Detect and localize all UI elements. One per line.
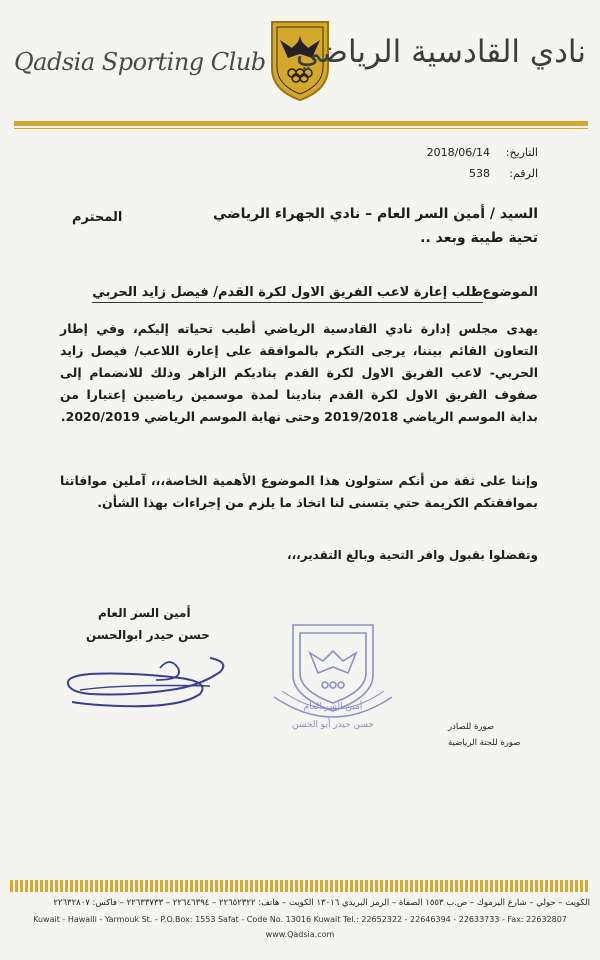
footer-address-arabic: الكويت – حولي – شارع اليرموك – ص.ب ١٥٥٣ الصفاة – الرمز البريدي ١٣٠١٦ الكويت – هاتف: ٢٢٦٥٢٣٢٢ – ٢٢٦٤٦٣٩٤ – ٢٢٦٣٣٧٣٣ – فاكس: ٢٢٦٣٢٨٠٧ — [53, 898, 590, 908]
footer-pattern-band — [10, 880, 590, 892]
club-name-english: Qadsia Sporting Club — [14, 48, 266, 76]
footer-website: www.Qadsia.com — [265, 930, 335, 939]
date-label: التاريخ: — [505, 146, 538, 159]
subject-text: طلب إعارة لاعب الفريق الاول لكرة القدم/ فيصل زايد الحربي — [92, 285, 483, 303]
reference-label: الرقم: — [509, 167, 538, 180]
footer-address-english: Kuwait - Hawalli - Yarmouk St. - P.O.Box: 1553 Safat - Code No. 13016 Kuwait Tel.: 22652322 - 22646394 - 22633733 - Fax: 22632807 — [33, 915, 567, 924]
signatory-title: أمين السر العام — [98, 606, 191, 620]
club-name-arabic: نادي القادسية الرياضي — [295, 34, 586, 70]
body-paragraph-2: وإننا على ثقة من أنكم ستولون هذا الموضوع الأهمية الخاصة،،، آملين موافاتنا بموافقتكم الكريمة حتي يتسنى لنا اتخاذ ما يلزم من إجراءات بهذا الشأن. — [60, 473, 538, 510]
cc-line-1: صورة للصادر — [448, 722, 495, 732]
official-stamp-icon — [268, 615, 398, 735]
stamp-text-name: حسن حيدر أبو الحسن — [292, 720, 374, 730]
handwritten-signature — [60, 650, 235, 712]
body-paragraph-1: يهدى مجلس إدارة نادي القادسية الرياضي أطيب تحياته إليكم، وفي إطار التعاون القائم بيننا، يرجى التكرم بالموافقة على إعارة اللاعب/ فيصل زايد الحربي- لاعب الفريق الاول لكرة القدم بناديكم الزاهر وذلك للانضمام إلى صفوف الفريق الاول لكرة القدم بنادينا لمدة موسمين رياضيين إعتبارا من بداية الموسم الرياضي 2019/2018 وحتى نهاية الموسم الرياضي 2020/2019. — [60, 321, 538, 424]
stamp-text-title: أمين السر العام — [303, 702, 363, 712]
cc-line-2: صورة للجنة الرياضية — [448, 738, 521, 748]
header-divider-thin — [14, 128, 588, 129]
subject-label: الموضوع : — [472, 285, 538, 300]
honorific: المحترم — [72, 210, 123, 225]
reference-number: 538 — [469, 167, 490, 180]
closing-line: وتفضلوا بقبول وافر التحية وبالغ التقدير،،، — [287, 548, 538, 562]
date-value: 2018/06/14 — [426, 146, 490, 159]
header-divider — [14, 121, 588, 126]
signatory-name: حسن حيدر ابوالحسن — [86, 628, 210, 642]
greeting: تحية طيبة وبعد .. — [420, 230, 538, 246]
addressee: السيد / أمين السر العام – نادي الجهراء الرياضي — [212, 206, 538, 222]
